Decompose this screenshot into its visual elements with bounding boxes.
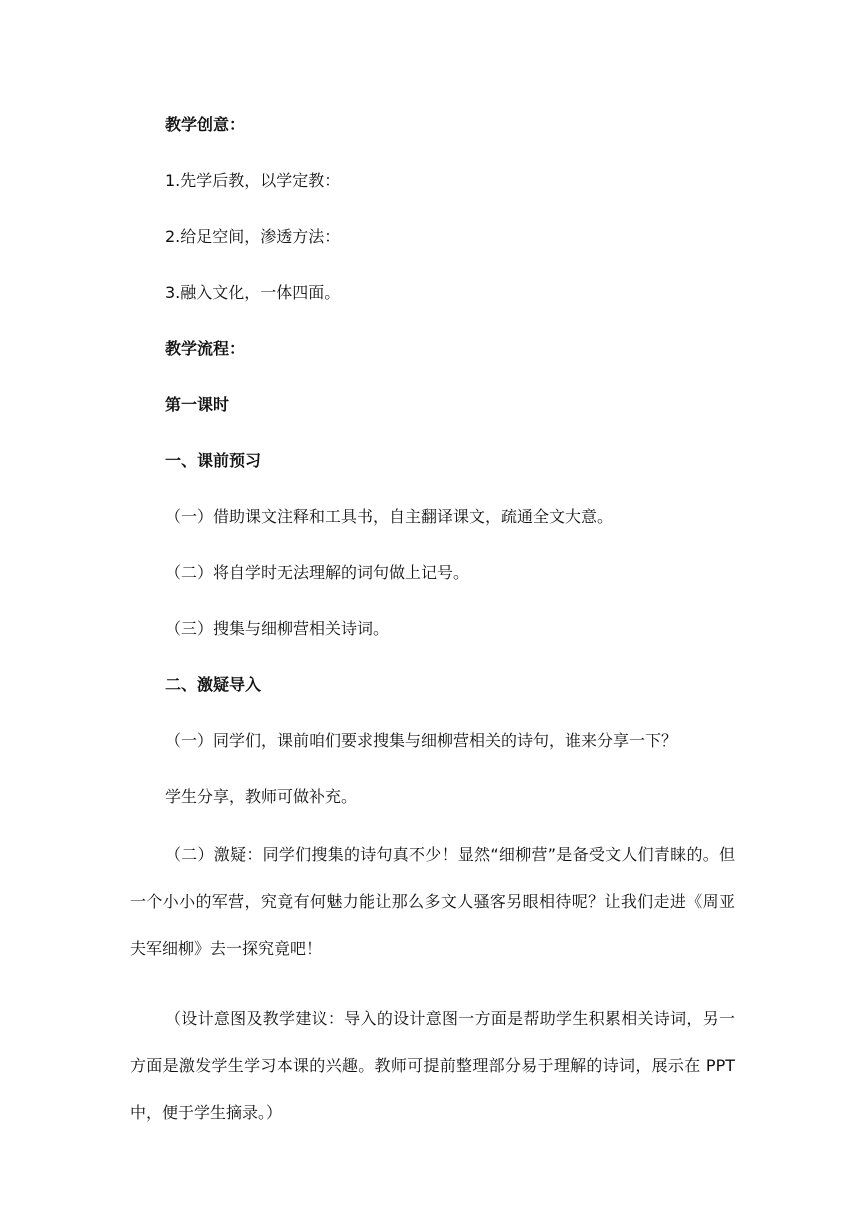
section-1-item-2: （二）将自学时无法理解的词句做上记号。 [165,563,470,582]
section-2-item-1: （一）同学们，课前咱们要求搜集与细柳营相关的诗句，谁来分享一下？ [165,731,678,750]
heading-teaching-process: 教学流程： [165,339,246,358]
section-2-item-2-paragraph: （二）激疑：同学们搜集的诗句真不少！显然“细柳营”是备受文人们青睐的。但一个小小的军营，究竟有何魅力能让那么多文人骚客另眼相待呢？让我们走进《周亚夫军细柳》去一探究竟吧！ [130,845,735,958]
section-2-item-1-note: 学生分享，教师可做补充。 [165,787,358,806]
section-1-item-3: （三）搜集与细柳营相关诗词。 [165,619,390,638]
heading-teaching-creativity: 教学创意： [165,115,246,134]
section-2-title: 二、激疑导入 [165,675,262,694]
creativity-item-3: 3.融入文化，一体四面。 [165,283,341,302]
document-content [130,113,735,1136]
design-intent-note-paragraph: （设计意图及教学建议：导入的设计意图一方面是帮助学生积累相关诗词，另一方面是激发学生学习本课的兴趣。教师可提前整理部分易于理解的诗词，展示在 PPT 中，便于学生摘录。） [130,1009,735,1122]
creativity-item-2: 2.给足空间，渗透方法： [165,227,341,246]
lesson-title: 第一课时 [165,395,230,414]
section-1-item-1: （一）借助课文注释和工具书，自主翻译课文，疏通全文大意。 [165,507,614,526]
creativity-item-1: 1.先学后教，以学定教： [165,171,341,190]
section-1-title: 一、课前预习 [165,451,262,470]
